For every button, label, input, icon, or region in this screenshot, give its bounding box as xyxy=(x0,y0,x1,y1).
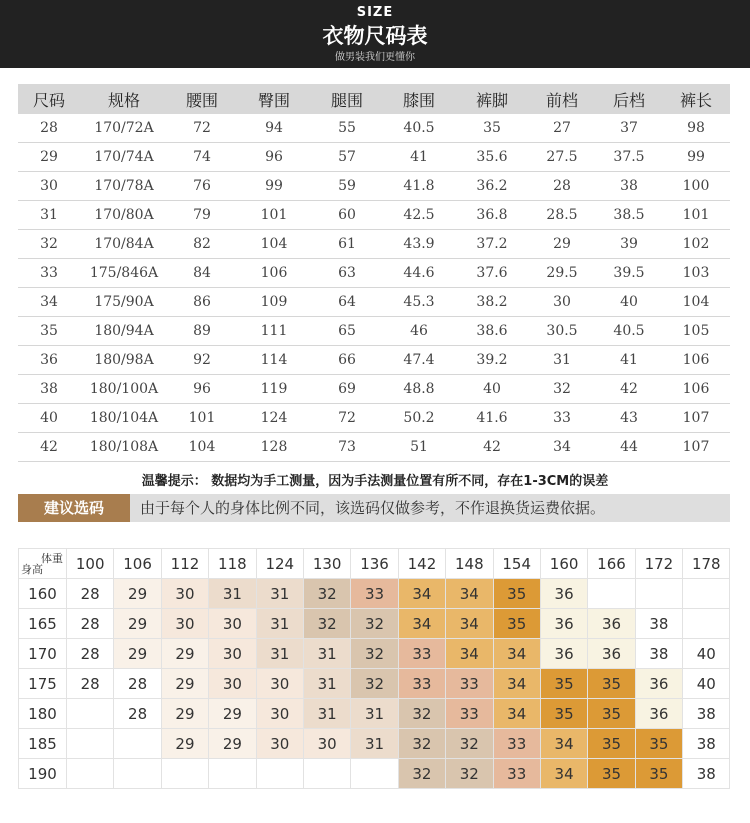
size-cell: 39 xyxy=(596,230,662,259)
size-cell: 34 xyxy=(528,433,596,462)
size-recommendation-cell: 28 xyxy=(67,609,114,639)
size-recommendation-cell: 29 xyxy=(209,729,256,759)
size-cell: 180/98A xyxy=(80,346,168,375)
weight-header-cell: 100 xyxy=(67,549,114,579)
size-cell: 27.5 xyxy=(528,143,596,172)
size-cell: 175/846A xyxy=(80,259,168,288)
size-table-body xyxy=(18,114,730,462)
advice-bar xyxy=(18,494,730,522)
corner-cell xyxy=(19,549,67,579)
size-cell: 124 xyxy=(236,404,312,433)
size-cell: 40 xyxy=(18,404,80,433)
size-recommendation-cell: 34 xyxy=(446,609,493,639)
size-recommendation-cell xyxy=(67,759,114,789)
size-cell: 170/84A xyxy=(80,230,168,259)
size-cell: 82 xyxy=(168,230,236,259)
size-cell: 107 xyxy=(662,404,730,433)
size-recommendation-cell: 36 xyxy=(635,699,682,729)
size-recommendation-cell: 29 xyxy=(161,699,208,729)
size-cell: 42 xyxy=(596,375,662,404)
size-cell: 99 xyxy=(236,172,312,201)
size-recommendation-cell: 35 xyxy=(540,669,587,699)
size-recommendation-cell: 32 xyxy=(303,579,350,609)
size-cell: 28 xyxy=(18,114,80,143)
size-cell: 74 xyxy=(168,143,236,172)
header-en-title: SIZE xyxy=(356,5,394,20)
size-header-cell: 前档 xyxy=(528,84,596,114)
size-cell: 29.5 xyxy=(528,259,596,288)
size-recommendation-cell: 31 xyxy=(256,579,303,609)
header-subtitle: 做男装我们更懂你 xyxy=(335,52,415,63)
size-cell: 170/80A xyxy=(80,201,168,230)
weight-header-cell: 130 xyxy=(303,549,350,579)
size-recommendation-cell: 36 xyxy=(540,609,587,639)
size-cell: 43 xyxy=(596,404,662,433)
size-recommendation-cell xyxy=(67,729,114,759)
size-cell: 37.6 xyxy=(456,259,528,288)
weight-header-cell: 124 xyxy=(256,549,303,579)
table-row xyxy=(18,433,730,462)
advice-label: 建议选码 xyxy=(18,494,130,522)
weight-header-cell: 160 xyxy=(540,549,587,579)
table-row xyxy=(18,404,730,433)
size-cell: 180/104A xyxy=(80,404,168,433)
table-row xyxy=(19,759,730,789)
weight-header-cell: 154 xyxy=(493,549,540,579)
size-recommendation-cell xyxy=(683,609,730,639)
size-cell: 170/74A xyxy=(80,143,168,172)
size-cell: 106 xyxy=(236,259,312,288)
weight-header-cell: 172 xyxy=(635,549,682,579)
size-recommendation-cell: 35 xyxy=(588,699,635,729)
size-recommendation-cell: 36 xyxy=(540,579,587,609)
size-cell: 72 xyxy=(312,404,382,433)
table-row xyxy=(18,259,730,288)
height-cell: 185 xyxy=(19,729,67,759)
size-recommendation-cell: 28 xyxy=(114,699,161,729)
size-header-cell: 规格 xyxy=(80,84,168,114)
size-recommendation-cell: 38 xyxy=(635,639,682,669)
height-cell: 160 xyxy=(19,579,67,609)
size-cell: 47.4 xyxy=(382,346,456,375)
size-table-header xyxy=(18,84,730,114)
size-cell: 42.5 xyxy=(382,201,456,230)
height-cell: 165 xyxy=(19,609,67,639)
size-recommendation-cell: 31 xyxy=(303,639,350,669)
size-recommendation-cell: 31 xyxy=(256,609,303,639)
size-cell: 106 xyxy=(662,375,730,404)
size-recommendation-cell: 32 xyxy=(446,729,493,759)
table-row xyxy=(18,375,730,404)
size-cell: 42 xyxy=(456,433,528,462)
size-recommendation-cell: 31 xyxy=(303,669,350,699)
size-recommendation-cell: 35 xyxy=(540,699,587,729)
size-recommendation-cell: 30 xyxy=(161,609,208,639)
size-recommendation-cell: 28 xyxy=(67,669,114,699)
size-recommendation-cell: 30 xyxy=(256,669,303,699)
size-cell: 63 xyxy=(312,259,382,288)
size-header-cell: 裤脚 xyxy=(456,84,528,114)
size-cell: 102 xyxy=(662,230,730,259)
size-cell: 104 xyxy=(662,288,730,317)
size-cell: 36.2 xyxy=(456,172,528,201)
size-cell: 96 xyxy=(168,375,236,404)
size-cell: 43.9 xyxy=(382,230,456,259)
size-cell: 32 xyxy=(18,230,80,259)
size-recommendation-cell: 35 xyxy=(635,759,682,789)
size-cell: 180/108A xyxy=(80,433,168,462)
size-cell: 50.2 xyxy=(382,404,456,433)
size-cell: 40.5 xyxy=(596,317,662,346)
weight-header-cell: 178 xyxy=(683,549,730,579)
size-recommendation-cell: 29 xyxy=(209,699,256,729)
size-header-cell: 臀围 xyxy=(236,84,312,114)
table-row xyxy=(18,346,730,375)
table-row xyxy=(18,201,730,230)
size-cell: 180/94A xyxy=(80,317,168,346)
size-cell: 170/78A xyxy=(80,172,168,201)
size-recommendation-cell: 36 xyxy=(540,639,587,669)
size-cell: 41 xyxy=(596,346,662,375)
height-axis-label: 身高 xyxy=(21,563,43,576)
size-recommendation-cell: 29 xyxy=(161,669,208,699)
measurement-tip: 温馨提示： 数据均为手工测量，因为手法测量位置有所不同，存在1-3CM的误差 xyxy=(141,474,609,489)
size-recommendation-cell xyxy=(303,759,350,789)
size-cell: 96 xyxy=(236,143,312,172)
size-recommendation-cell xyxy=(351,759,398,789)
size-cell: 94 xyxy=(236,114,312,143)
size-cell: 33 xyxy=(18,259,80,288)
size-recommendation-cell: 32 xyxy=(446,759,493,789)
size-recommendation-cell: 31 xyxy=(303,699,350,729)
size-header-cell: 腿围 xyxy=(312,84,382,114)
size-recommendation-cell xyxy=(161,759,208,789)
advice-text: 由于每个人的身体比例不同，该选码仅做参考，不作退换货运费依据。 xyxy=(140,499,606,517)
size-cell: 29 xyxy=(528,230,596,259)
size-cell: 37.5 xyxy=(596,143,662,172)
weight-header-cell: 142 xyxy=(398,549,445,579)
size-cell: 40 xyxy=(596,288,662,317)
size-recommendation-cell: 29 xyxy=(114,609,161,639)
weight-axis-label: 体重 xyxy=(41,552,63,565)
size-cell: 40 xyxy=(456,375,528,404)
size-cell: 109 xyxy=(236,288,312,317)
size-recommendation-cell: 34 xyxy=(398,609,445,639)
size-cell: 101 xyxy=(662,201,730,230)
size-cell: 55 xyxy=(312,114,382,143)
size-recommendation-cell: 34 xyxy=(446,579,493,609)
size-cell: 31 xyxy=(528,346,596,375)
weight-header-cell: 136 xyxy=(351,549,398,579)
size-recommendation-cell: 35 xyxy=(493,609,540,639)
size-cell: 28.5 xyxy=(528,201,596,230)
size-recommendation-cell: 32 xyxy=(398,729,445,759)
table-row xyxy=(19,669,730,699)
size-recommendation-cell: 40 xyxy=(683,669,730,699)
size-cell: 66 xyxy=(312,346,382,375)
size-recommendation-cell: 29 xyxy=(161,639,208,669)
size-recommendation-cell: 34 xyxy=(493,669,540,699)
size-recommendation-cell: 29 xyxy=(114,579,161,609)
size-cell: 30.5 xyxy=(528,317,596,346)
size-recommendation-cell: 30 xyxy=(209,669,256,699)
size-recommendation-cell: 34 xyxy=(398,579,445,609)
size-cell: 41.6 xyxy=(456,404,528,433)
size-recommendation-cell xyxy=(256,759,303,789)
size-cell: 42 xyxy=(18,433,80,462)
size-recommendation-cell: 30 xyxy=(256,729,303,759)
size-cell: 39.5 xyxy=(596,259,662,288)
size-recommendation-cell: 38 xyxy=(683,729,730,759)
size-cell: 30 xyxy=(528,288,596,317)
size-recommendation-cell: 34 xyxy=(493,699,540,729)
size-recommendation-cell: 32 xyxy=(398,759,445,789)
height-cell: 180 xyxy=(19,699,67,729)
size-cell: 29 xyxy=(18,143,80,172)
size-cell: 64 xyxy=(312,288,382,317)
size-cell: 28 xyxy=(528,172,596,201)
size-cell: 37 xyxy=(596,114,662,143)
table-row xyxy=(18,288,730,317)
size-cell: 61 xyxy=(312,230,382,259)
size-cell: 180/100A xyxy=(80,375,168,404)
size-cell: 39.2 xyxy=(456,346,528,375)
table-row xyxy=(19,699,730,729)
size-recommendation-cell: 34 xyxy=(493,639,540,669)
size-recommendation-cell: 28 xyxy=(67,579,114,609)
size-cell: 128 xyxy=(236,433,312,462)
size-recommendation-cell: 35 xyxy=(493,579,540,609)
table-row xyxy=(19,579,730,609)
weight-header-cell: 166 xyxy=(588,549,635,579)
size-cell: 73 xyxy=(312,433,382,462)
size-cell: 100 xyxy=(662,172,730,201)
weight-header-cell: 148 xyxy=(446,549,493,579)
size-recommendation-cell: 36 xyxy=(588,609,635,639)
size-cell: 35 xyxy=(456,114,528,143)
size-cell: 41.8 xyxy=(382,172,456,201)
size-recommendation-cell xyxy=(67,699,114,729)
size-cell: 46 xyxy=(382,317,456,346)
size-recommendation-cell: 30 xyxy=(303,729,350,759)
size-recommendation-cell: 36 xyxy=(635,669,682,699)
size-cell: 48.8 xyxy=(382,375,456,404)
size-recommendation-table xyxy=(18,548,730,789)
size-recommendation-cell: 35 xyxy=(635,729,682,759)
size-recommendation-cell: 38 xyxy=(635,609,682,639)
size-recommendation-cell: 35 xyxy=(588,729,635,759)
size-cell: 34 xyxy=(18,288,80,317)
size-cell: 86 xyxy=(168,288,236,317)
size-recommendation-cell: 34 xyxy=(540,729,587,759)
size-recommendation-cell: 31 xyxy=(351,699,398,729)
size-cell: 119 xyxy=(236,375,312,404)
size-recommendation-cell: 35 xyxy=(588,669,635,699)
size-recommendation-cell: 30 xyxy=(256,699,303,729)
size-recommendation-cell: 32 xyxy=(351,669,398,699)
size-recommendation-cell: 32 xyxy=(351,639,398,669)
header-title: 衣物尺码表 xyxy=(322,24,428,48)
table-row xyxy=(18,143,730,172)
table-row xyxy=(19,639,730,669)
size-recommendation-cell xyxy=(683,579,730,609)
size-cell: 170/72A xyxy=(80,114,168,143)
size-recommendation-cell: 33 xyxy=(446,669,493,699)
size-cell: 104 xyxy=(236,230,312,259)
size-recommendation-cell: 35 xyxy=(588,759,635,789)
size-recommendation-cell: 31 xyxy=(256,639,303,669)
table-row xyxy=(18,230,730,259)
size-header-cell: 后档 xyxy=(596,84,662,114)
size-recommendation-cell xyxy=(114,729,161,759)
size-cell: 38.5 xyxy=(596,201,662,230)
table-row xyxy=(19,729,730,759)
size-cell: 84 xyxy=(168,259,236,288)
size-recommendation-cell: 30 xyxy=(209,639,256,669)
size-cell: 175/90A xyxy=(80,288,168,317)
size-cell: 105 xyxy=(662,317,730,346)
size-recommendation-cell: 33 xyxy=(351,579,398,609)
size-cell: 35.6 xyxy=(456,143,528,172)
size-recommendation-cell: 28 xyxy=(67,639,114,669)
size-cell: 65 xyxy=(312,317,382,346)
size-cell: 114 xyxy=(236,346,312,375)
size-recommendation-cell: 29 xyxy=(114,639,161,669)
height-cell: 175 xyxy=(19,669,67,699)
size-cell: 45.3 xyxy=(382,288,456,317)
size-cell: 36.8 xyxy=(456,201,528,230)
recommendation-body xyxy=(19,549,730,789)
size-cell: 38.2 xyxy=(456,288,528,317)
table-row xyxy=(18,172,730,201)
size-cell: 92 xyxy=(168,346,236,375)
size-recommendation-cell: 32 xyxy=(351,609,398,639)
size-cell: 107 xyxy=(662,433,730,462)
size-recommendation-cell: 34 xyxy=(446,639,493,669)
size-cell: 27 xyxy=(528,114,596,143)
size-header-cell: 尺码 xyxy=(18,84,80,114)
size-cell: 37.2 xyxy=(456,230,528,259)
size-cell: 104 xyxy=(168,433,236,462)
size-recommendation-cell xyxy=(588,579,635,609)
size-cell: 111 xyxy=(236,317,312,346)
size-recommendation-cell xyxy=(209,759,256,789)
size-cell: 38 xyxy=(596,172,662,201)
page-header xyxy=(0,0,750,68)
size-cell: 51 xyxy=(382,433,456,462)
size-recommendation-cell: 32 xyxy=(398,699,445,729)
weight-header-cell: 112 xyxy=(161,549,208,579)
size-cell: 99 xyxy=(662,143,730,172)
size-cell: 32 xyxy=(528,375,596,404)
size-cell: 59 xyxy=(312,172,382,201)
size-recommendation-cell: 33 xyxy=(493,759,540,789)
size-cell: 79 xyxy=(168,201,236,230)
size-recommendation-cell: 36 xyxy=(588,639,635,669)
size-recommendation-cell: 30 xyxy=(209,609,256,639)
table-row xyxy=(19,609,730,639)
table-row xyxy=(18,317,730,346)
size-cell: 36 xyxy=(18,346,80,375)
size-cell: 76 xyxy=(168,172,236,201)
weight-header-cell: 106 xyxy=(114,549,161,579)
weight-header-cell: 118 xyxy=(209,549,256,579)
size-recommendation-cell xyxy=(635,579,682,609)
size-recommendation-cell: 31 xyxy=(209,579,256,609)
size-cell: 101 xyxy=(236,201,312,230)
size-cell: 31 xyxy=(18,201,80,230)
size-cell: 106 xyxy=(662,346,730,375)
size-recommendation-cell: 32 xyxy=(303,609,350,639)
size-cell: 38 xyxy=(18,375,80,404)
size-cell: 41 xyxy=(382,143,456,172)
size-header-cell: 腰围 xyxy=(168,84,236,114)
size-recommendation-cell: 33 xyxy=(493,729,540,759)
size-cell: 101 xyxy=(168,404,236,433)
size-cell: 103 xyxy=(662,259,730,288)
size-recommendation-cell: 33 xyxy=(398,669,445,699)
size-recommendation-cell: 29 xyxy=(161,729,208,759)
size-cell: 33 xyxy=(528,404,596,433)
size-cell: 44 xyxy=(596,433,662,462)
size-recommendation-cell: 30 xyxy=(161,579,208,609)
size-cell: 72 xyxy=(168,114,236,143)
size-cell: 57 xyxy=(312,143,382,172)
size-cell: 44.6 xyxy=(382,259,456,288)
height-cell: 190 xyxy=(19,759,67,789)
size-recommendation-cell: 28 xyxy=(114,669,161,699)
size-recommendation-cell: 38 xyxy=(683,759,730,789)
size-cell: 30 xyxy=(18,172,80,201)
size-cell: 38.6 xyxy=(456,317,528,346)
size-table xyxy=(18,84,730,462)
size-recommendation-cell: 38 xyxy=(683,699,730,729)
height-cell: 170 xyxy=(19,639,67,669)
size-cell: 35 xyxy=(18,317,80,346)
size-header-cell: 裤长 xyxy=(662,84,730,114)
size-recommendation-cell: 34 xyxy=(540,759,587,789)
size-cell: 40.5 xyxy=(382,114,456,143)
size-cell: 89 xyxy=(168,317,236,346)
size-recommendation-cell xyxy=(114,759,161,789)
weight-header-row xyxy=(19,549,730,579)
size-recommendation-cell: 33 xyxy=(446,699,493,729)
size-recommendation-cell: 31 xyxy=(351,729,398,759)
size-header-cell: 膝围 xyxy=(382,84,456,114)
size-recommendation-cell: 33 xyxy=(398,639,445,669)
size-cell: 69 xyxy=(312,375,382,404)
table-row xyxy=(18,114,730,143)
size-recommendation-cell: 40 xyxy=(683,639,730,669)
size-cell: 98 xyxy=(662,114,730,143)
size-cell: 60 xyxy=(312,201,382,230)
